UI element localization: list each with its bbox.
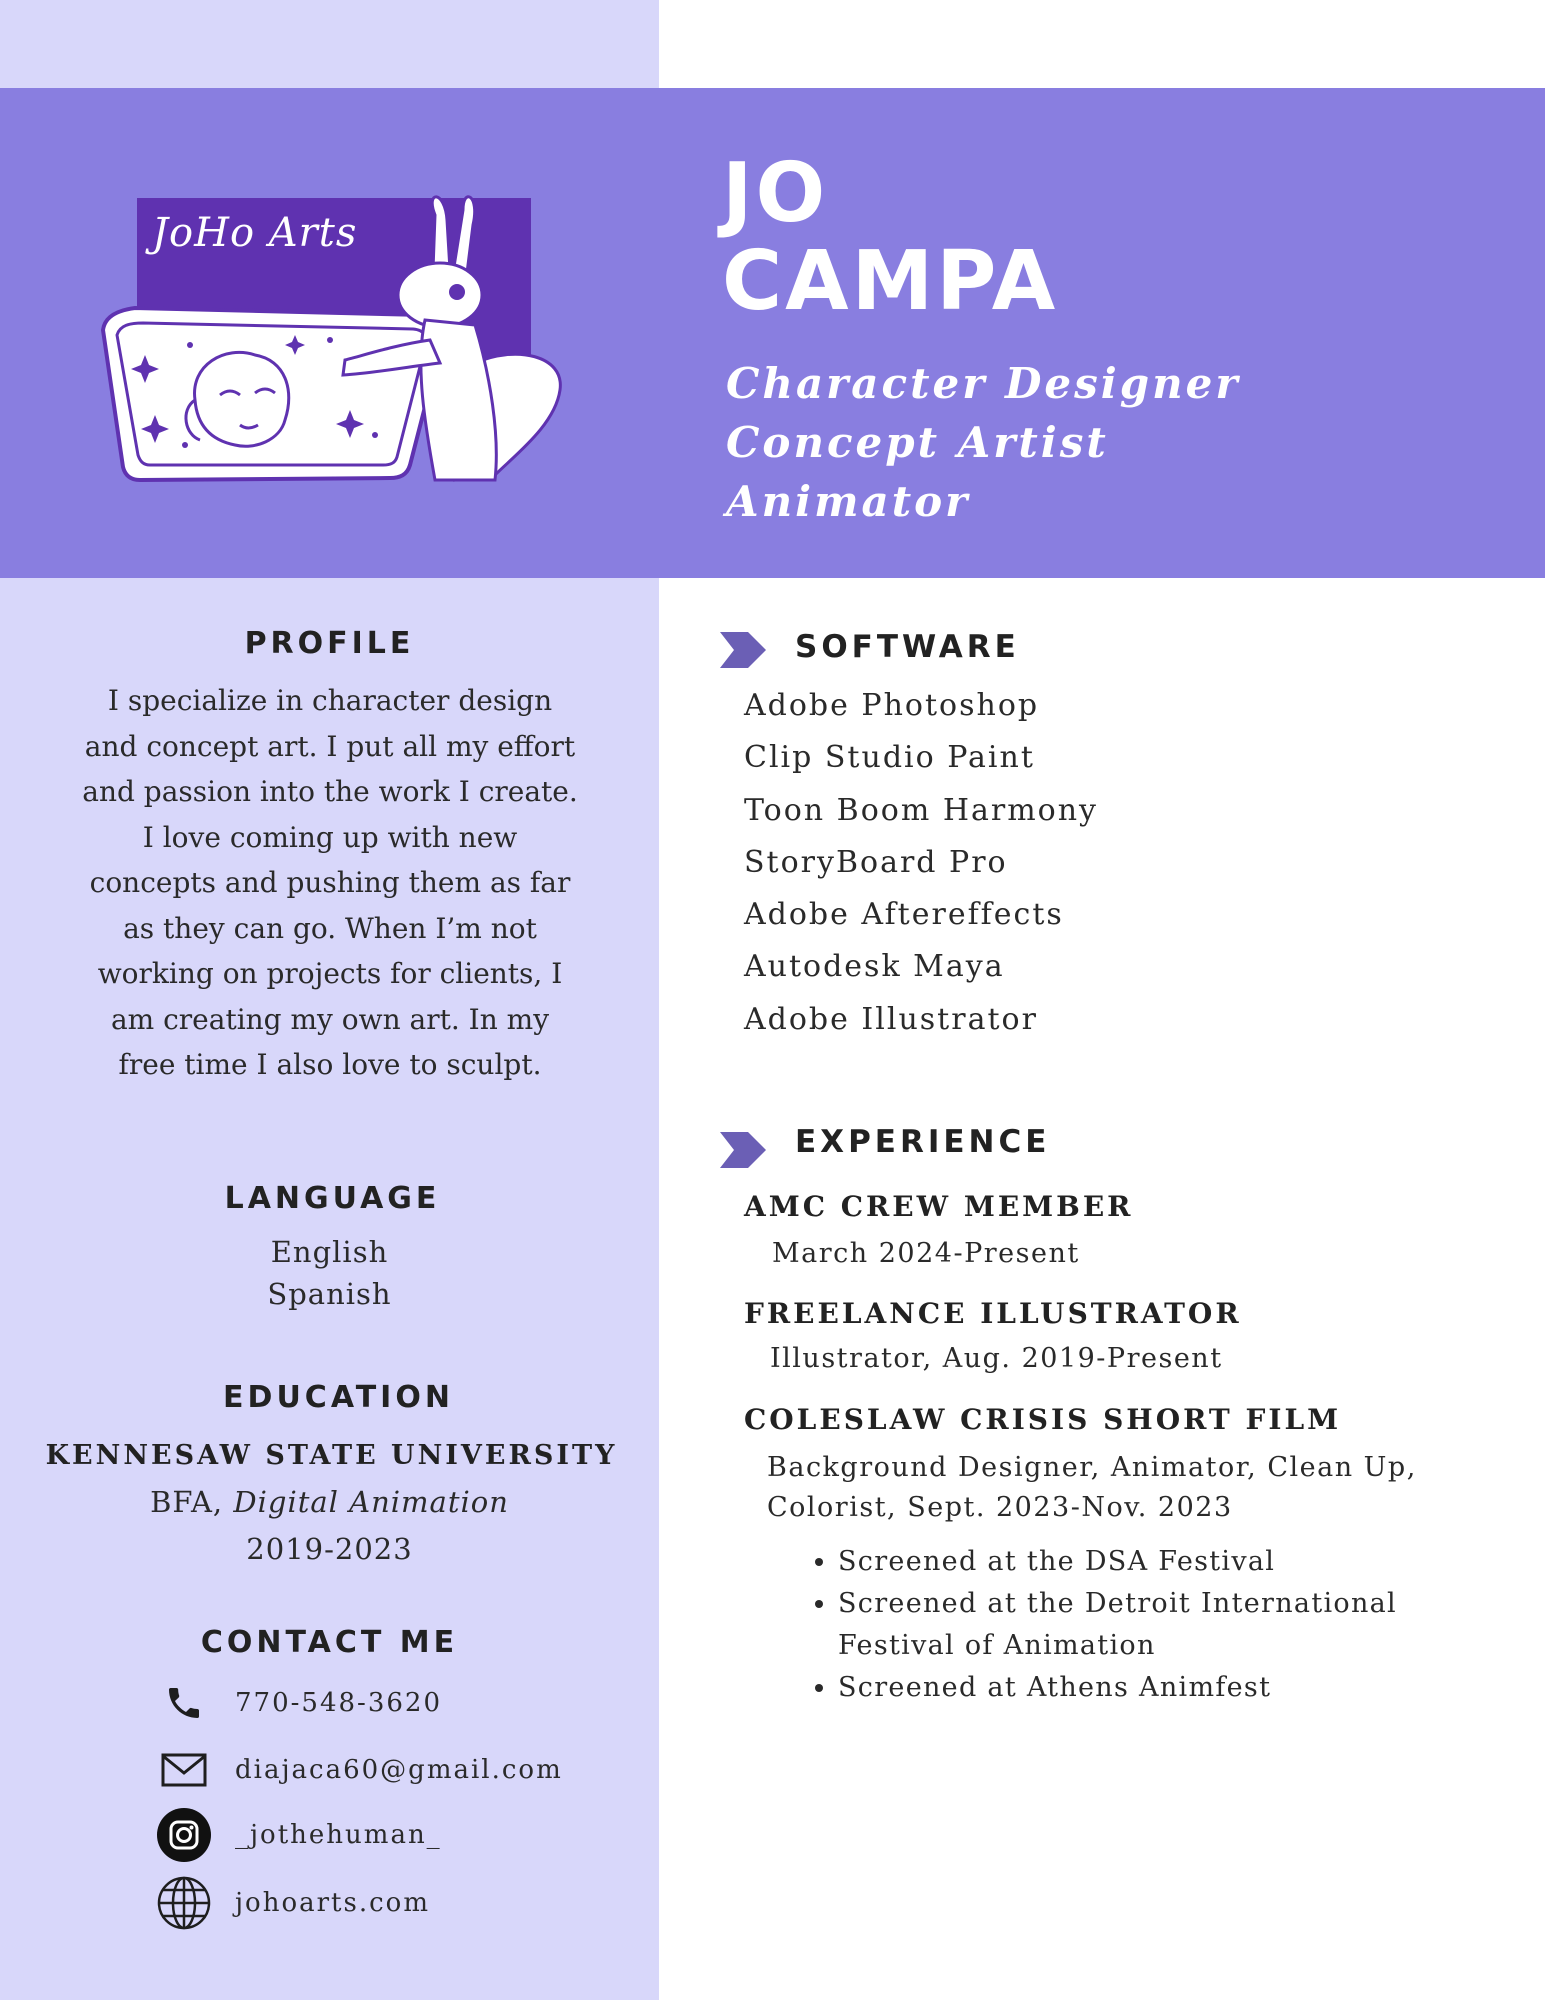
language-heading: LANGUAGE xyxy=(224,1181,441,1216)
job-detail: Illustrator, Aug. 2019-Present xyxy=(770,1343,1223,1374)
software-heading: SOFTWARE xyxy=(795,629,1020,665)
degree xyxy=(0,1485,659,1519)
software-chevron-icon xyxy=(720,632,766,668)
job-title: COLESLAW CRISIS SHORT FILM xyxy=(744,1403,1342,1436)
screening-item: • Screened at Athens Animfest xyxy=(838,1667,1398,1709)
language-item: English xyxy=(270,1235,389,1269)
software-item: Adobe Photoshop xyxy=(744,688,1040,723)
education-heading: EDUCATION xyxy=(223,1380,454,1415)
phone-text: 770-548-3620 xyxy=(235,1688,442,1718)
contact-website[interactable] xyxy=(155,1874,430,1932)
instagram-text: _jothehuman_ xyxy=(235,1820,442,1850)
screening-list xyxy=(808,1541,1398,1709)
contact-email[interactable] xyxy=(155,1741,563,1799)
profile-heading: PROFILE xyxy=(244,626,415,661)
screening-item: • Screened at the Detroit International Festival of Animation xyxy=(838,1583,1398,1667)
software-list xyxy=(744,680,1098,1046)
contact-heading: CONTACT ME xyxy=(200,1625,459,1660)
degree-prefix: BFA, xyxy=(150,1485,224,1519)
language-item: Spanish xyxy=(267,1277,392,1311)
job-detail: Colorist, Sept. 2023-Nov. 2023 xyxy=(767,1492,1233,1523)
software-item: StoryBoard Pro xyxy=(744,844,1008,880)
degree-field: Digital Animation xyxy=(233,1485,509,1519)
job-title: AMC CREW MEMBER xyxy=(744,1190,1134,1223)
first-name: JO xyxy=(722,146,829,241)
software-item: Autodesk Maya xyxy=(744,949,1005,985)
school-name: KENNESAW STATE UNIVERSITY xyxy=(45,1440,618,1471)
education-years: 2019-2023 xyxy=(246,1532,413,1566)
profile-text: I specialize in character design and concept art. I put all my effort and passion into the work I create. I love coming up with new concepts and pushing them as far as they can go. When I’m not working on projects for clients, I am creating my own art. In my free time I also love to sculpt. xyxy=(82,684,578,1081)
experience-chevron-icon xyxy=(720,1132,766,1168)
contact-phone[interactable] xyxy=(155,1674,442,1732)
phone-icon xyxy=(155,1674,213,1732)
website-text: johoarts.com xyxy=(235,1888,430,1918)
role: Character Designer xyxy=(726,359,1241,408)
roles xyxy=(726,354,1240,531)
candidate-name xyxy=(722,146,1059,329)
software-item: Adobe Aftereffects xyxy=(744,897,1064,933)
software-item: Toon Boom Harmony xyxy=(744,792,1098,828)
software-item: Adobe Illustrator xyxy=(744,1001,1038,1037)
mail-icon xyxy=(155,1741,213,1799)
contact-instagram[interactable] xyxy=(155,1806,442,1864)
screening-item: • Screened at the DSA Festival xyxy=(838,1541,1398,1583)
last-name: CAMPA xyxy=(722,234,1059,329)
globe-icon xyxy=(155,1874,213,1932)
software-item: Clip Studio Paint xyxy=(744,740,1035,776)
experience-heading: EXPERIENCE xyxy=(795,1124,1051,1160)
role: Animator xyxy=(726,477,971,526)
instagram-icon xyxy=(155,1806,213,1864)
job-detail: March 2024-Present xyxy=(772,1238,1080,1269)
role: Concept Artist xyxy=(726,418,1109,467)
logo-text: JoHo Arts xyxy=(152,210,358,256)
job-title: FREELANCE ILLUSTRATOR xyxy=(744,1297,1242,1330)
email-text: diajaca60@gmail.com xyxy=(235,1755,563,1785)
job-detail: Background Designer, Animator, Clean Up, xyxy=(767,1452,1417,1483)
